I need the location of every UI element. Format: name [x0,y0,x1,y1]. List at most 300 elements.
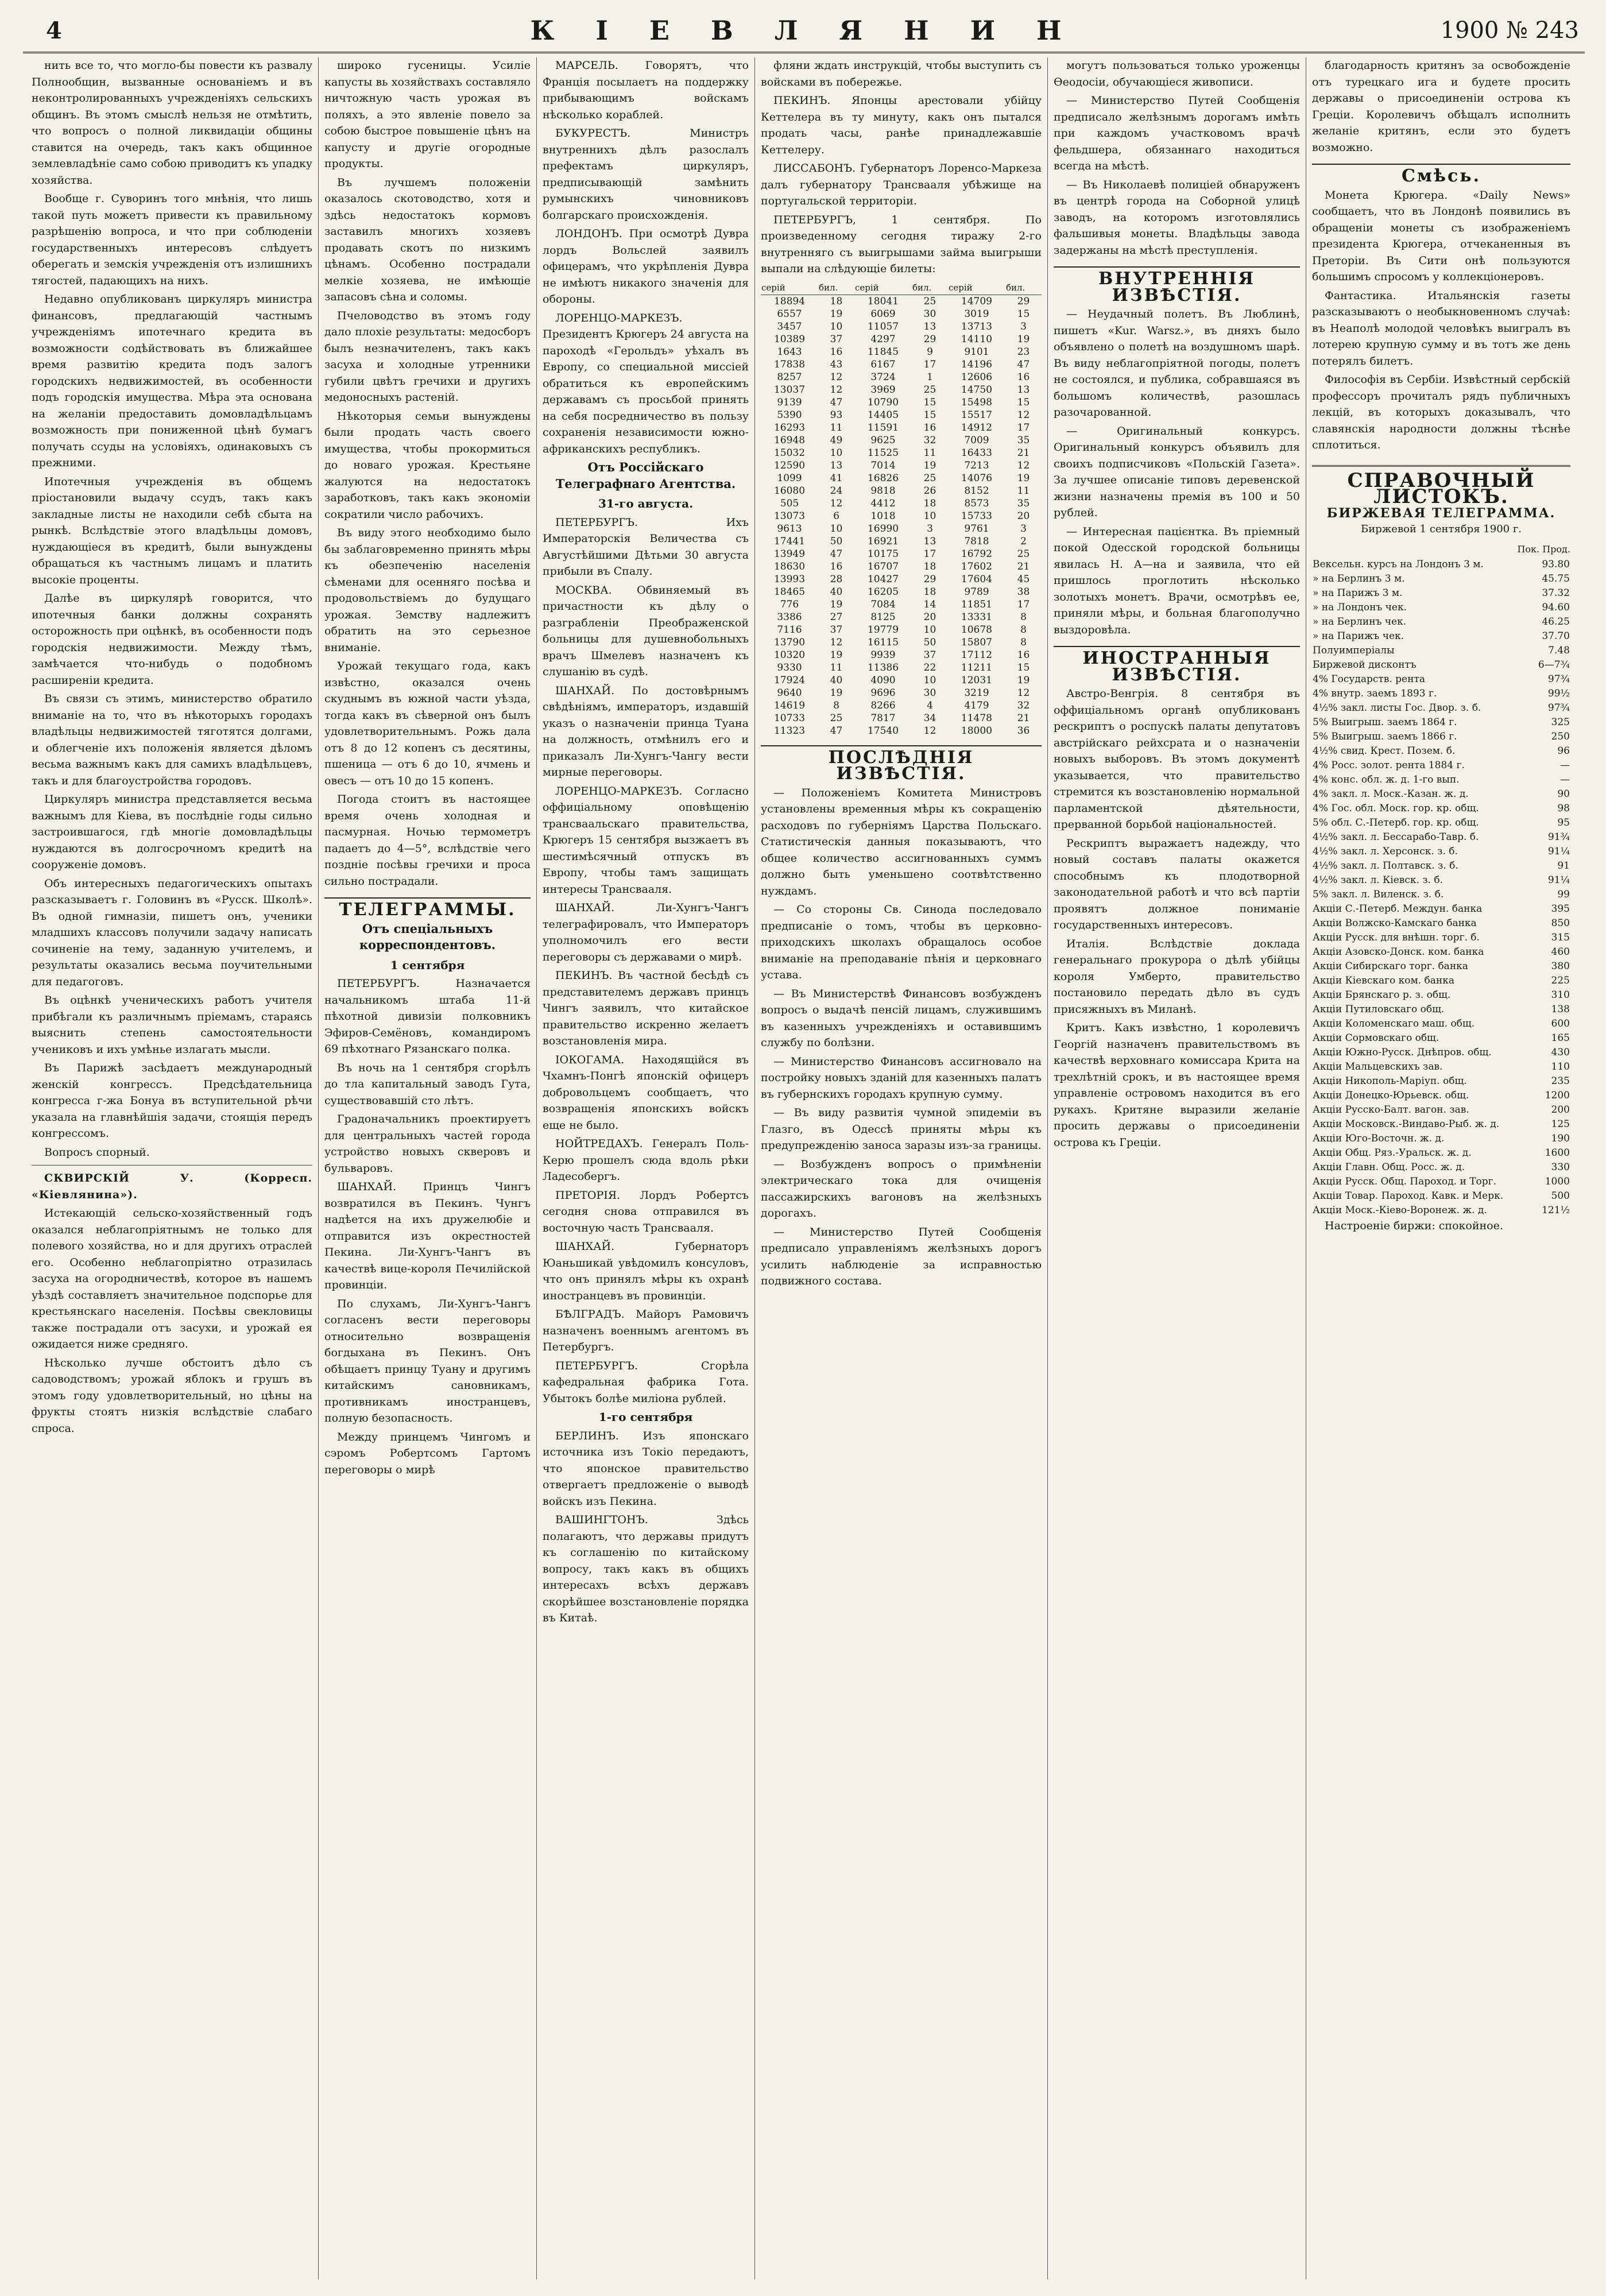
table-row [1312,931,1570,945]
lottery-cell: 3 [927,522,933,535]
lottery-cell: 29 [923,333,936,345]
lottery-cell: 18465 [773,586,806,598]
lottery-cell: 11 [830,661,843,673]
table-row [1312,1060,1570,1074]
rate-name: Акціи Моск.-Кіево-Воронеж. ж. д. [1313,1205,1487,1216]
table-row [761,472,1042,485]
rate-value: 95 [1557,817,1570,828]
table-row [761,687,1042,699]
rate-value: 315 [1551,932,1570,943]
table-row [1312,687,1570,701]
rate-name: 4% внутр. заемъ 1893 г. [1313,688,1437,699]
table-row [1312,1160,1570,1175]
lottery-cell: 17112 [961,649,993,661]
lottery-cell: 13037 [773,384,806,396]
lottery-header-cell: бил. [912,281,948,295]
table-row [1312,888,1570,902]
rate-name: 4½% закл. л. Кіевск. з. б. [1313,874,1443,886]
lottery-cell: 40 [830,586,843,598]
rate-name: Акціи Общ. Ряз.-Уральск. ж. д. [1313,1147,1472,1159]
table-row [761,434,1042,447]
telegram: ІОКОГАМА. Находящійся въ Чхамнъ-Понгѣ японскій офицеръ добровольцемъ сообщаетъ, что возвращенія японскихъ войскъ еще не было. [543,1053,749,1132]
table-row [761,333,1042,346]
lottery-cell: 3 [1020,320,1027,332]
article-paragraph: Въ связи съ этимъ, министерство обратило вниманіе на то, что въ нѣкоторыхъ городахъ владѣльцы недвижимостей тяготятся долгами, и облегченіе ихъ положенія является дѣломъ весьма важнымъ какъ для самихъ владѣльцевъ, такъ и для благоустройства городовъ. [32,692,312,787]
reference-sheet-heading: СПРАВОЧНЫЙ ЛИСТОКЪ. [1312,465,1570,505]
rate-name: 4% Росс. золот. рента 1884 г. [1313,760,1465,771]
lottery-cell: 4 [927,699,933,711]
lottery-cell: 47 [1017,358,1030,370]
table-row [761,548,1042,560]
rate-name: Акціи Сибирскаго торг. банка [1313,961,1468,972]
rate-name: 4½% свид. Крест. Позем. б. [1313,745,1456,757]
lottery-cell: 15517 [961,409,993,421]
rate-value: 395 [1551,903,1570,915]
rate-value: 98 [1557,803,1570,814]
telegram: Градоначальникъ проектируетъ для центральныхъ частей города устройство новыхъ скверовъ и бульваровъ. [324,1113,531,1175]
table-row [761,409,1042,421]
table-row [1312,773,1570,787]
lottery-cell: 47 [830,396,843,408]
lottery-cell: 17540 [867,725,899,737]
article-paragraph: Урожай текущаго года, какъ извѣстно, оказался очень скуднымъ въ южной части уѣзда, тогда какъ въ сѣверной онъ былъ удовлетворительнымъ. Рожь дала отъ 8 до 12 копенъ съ десятины, пшеница — отъ 6 до 10, ячмень и овесъ — отъ 10 до 15 копенъ. [324,660,531,787]
table-row [761,320,1042,333]
lottery-header-cell: бил. [1005,281,1042,295]
column-5 [1054,57,1306,2279]
rate-value: 138 [1551,1004,1570,1015]
lottery-cell: 19 [830,687,843,699]
lottery-cell: 6 [833,510,839,522]
lottery-cell: 47 [830,725,843,737]
rate-name: Акціи Московск.-Виндаво-Рыб. ж. д. [1313,1118,1500,1130]
lottery-cell: 776 [780,598,799,610]
lottery-cell: 12 [830,497,843,509]
table-row [1312,730,1570,744]
telegram: фляни ждать инструкцій, чтобы выступить съ войсками въ побережье. [761,59,1042,88]
lottery-cell: 16 [1017,649,1030,661]
lottery-cell: 35 [1017,497,1030,509]
lottery-cell: 8 [833,699,839,711]
rate-name: 5% Выигрыш. заемъ 1864 г. [1313,717,1457,728]
lottery-cell: 12 [1017,687,1030,699]
news-item: — Министерство Финансовъ ассигновало на постройку новыхъ зданій для казенныхъ палатъ въ губернскихъ городахъ крупную сумму. [761,1055,1042,1101]
rate-value: 165 [1551,1032,1570,1044]
lottery-cell: 25 [923,384,936,396]
lottery-cell: 7818 [964,535,989,547]
column-3 [543,57,755,2279]
rate-value: 90 [1557,788,1570,800]
lottery-cell: 12 [1017,459,1030,471]
lottery-cell: 27 [830,611,843,623]
lottery-cell: 8573 [964,497,989,509]
lottery-cell: 3969 [870,384,896,396]
rate-name: Акціи Азовско-Донск. ком. банка [1313,946,1484,958]
rate-name: 4½% закл. листы Гос. Двор. з. б. [1313,702,1481,714]
telegram: ПЕТЕРБУРГЪ. Сгорѣла кафедральная фабрика Гота. Убытокъ болѣе миліона рублей. [543,1359,749,1405]
column-1 [32,57,319,2279]
lottery-cell: 4412 [870,497,896,509]
article-paragraph: Въ лучшемъ положеніи оказалось скотоводство, хотя и здѣсь недостатокъ кормовъ заставилъ многихъ хозяевъ продавать скотъ по низкимъ цѣнамъ. Особенно пострадали мелкіе хозяева, не имѣющіе запасовъ сѣна и соломы. [324,176,531,303]
rate-name: » на Берлинъ 3 м. [1313,573,1405,584]
telegram: ПЕТЕРБУРГЪ. Назначается начальникомъ штаба 11-й пѣхотной дивизіи полковникъ Эфиров-Семёновъ, командиромъ 69 пѣхотнаго Рязанскаго полка. [324,977,531,1055]
rate-value: 6—7¾ [1538,659,1570,671]
rate-value: 91¼ [1547,874,1570,886]
telegram: По слухамъ, Ли-Хунгъ-Чангъ согласенъ вести переговоры относительно возвращенія богдыхана въ Пекинъ. Онъ обѣщаетъ принцу Туану и другимъ китайскимъ сановникамъ, противникамъ иностранцевъ, полную безопасность. [324,1297,531,1424]
lottery-cell: 14912 [961,421,993,433]
lottery-cell: 16990 [867,522,899,535]
lottery-cell: 12031 [961,674,993,686]
rate-name: Акціи Русско-Балт. вагон. зав. [1313,1104,1469,1116]
table-row [761,586,1042,598]
lottery-cell: 12 [923,725,936,737]
lottery-cell: 43 [830,358,843,370]
exchange-footer: Настроеніе биржи: спокойное. [1325,1219,1503,1232]
lottery-cell: 10 [923,674,936,686]
table-row [761,346,1042,358]
lottery-cell: 37 [830,333,843,345]
agency-heading: Отъ Россійскаго Телеграфнаго Агентства. [555,460,736,491]
rate-name: 4% Гос. обл. Моск. гор. кр. общ. [1313,803,1479,814]
issue-number: 1900 № 243 [1440,17,1579,44]
table-row [761,485,1042,497]
article-paragraph: Нѣсколько лучше обстоитъ дѣло съ садоводствомъ; урожай яблокъ и грушъ въ этомъ году удовлетворительный, но цѣны на фрукты стоятъ низкія вслѣдствіе слабаго спроса. [32,1356,312,1435]
lottery-cell: 11323 [773,725,806,737]
rates-column-label: Пок. Прод. [1517,543,1570,555]
rate-value: 430 [1551,1047,1570,1058]
newspaper-title: К І Е В Л Я Н И Н [530,15,1078,46]
rate-value: 96 [1557,745,1570,757]
table-row [1312,945,1570,959]
table-row [761,447,1042,459]
lottery-cell: 11 [923,447,936,459]
telegram: ЛОНДОНЪ. При осмотрѣ Дувра лордъ Вольслей заявилъ офицерамъ, что укрѣпленія Дувра не имѣютъ никакого значенія для обороны. [543,227,749,305]
rate-name: » на Лондонъ чек. [1313,602,1407,613]
lottery-cell: 15 [923,396,936,408]
rate-value: 125 [1551,1118,1570,1130]
lottery-cell: 13790 [773,636,806,648]
rate-name: 4% конс. обл. ж. д. 1-го вып. [1313,774,1460,785]
news-item: Рескриптъ выражаетъ надежду, что новый составъ палаты окажется способнымъ къ плодотворной законодательной работѣ и что всѣ партіи проявятъ должное пониманіе государственныхъ интересовъ. [1054,837,1300,931]
table-row [1312,988,1570,1002]
lottery-cell: 9761 [964,522,989,535]
table-row [1312,557,1570,572]
rate-value: 37.32 [1542,587,1570,599]
divider [32,1165,312,1166]
news-item: Философія въ Сербіи. Извѣстный сербскій профессоръ прочиталъ рядъ публичныхъ лекцій, въ которыхъ доказывалъ, что славянскія народности должны тѣснѣе сплотиться. [1312,373,1570,451]
telegram: ЛИССАБОНЪ. Губернаторъ Лоренсо-Маркеза далъ губернатору Трансвааля убѣжище на португальской территоріи. [761,162,1042,207]
news-item: — Неудачный полетъ. Въ Люблинѣ, пишетъ «Kur. Warsz.», въ дняхъ было объявлено о полетѣ на воздушномъ шарѣ. Въ виду неблагопріятной погоды, полетъ не состоялся, и публика, собравшаяся въ большомъ количествѣ, разошлась разочарованной. [1054,308,1300,419]
rate-name: Акціи Мальцевскихъ зав. [1313,1061,1443,1073]
table-row [1312,1117,1570,1132]
lottery-cell: 9625 [870,434,896,446]
telegram: ШАНХАЙ. Ли-Хунгъ-Чангъ телеграфировалъ, что Императоръ уполномочилъ его вести переговоры съ державами о мирѣ. [543,901,749,963]
telegram: ПЕКИНЪ. Въ частной бесѣдѣ съ представителемъ державъ принцъ Чингъ заявилъ, что китайское правительство искренно желаетъ возстановленія мира. [543,969,749,1047]
lottery-cell: 35 [1017,434,1030,446]
news-item: Монета Крюгера. «Daily News» сообщаетъ, что въ Лондонѣ появились въ обращеніи монеты съ изображеніемъ президента Крюгера, отчеканенныя въ Преторіи. Въ Сити онѣ пользуются большимъ спросомъ у коллекціонеровъ. [1312,188,1570,283]
article-paragraph: Вообще г. Суворинъ того мнѣнія, что лишь такой путь можетъ привести къ правильному разрѣшенію вопроса, и что при соблюденіи государственныхъ интересовъ слѣдуетъ оберегать и земскія учрежденія отъ излишнихъ тягостей, падающихъ на нихъ. [32,192,312,287]
telegram: ЛОРЕНЦО-МАРКЕЗЪ. Согласно оффиціальному оповѣщенію трансваальскаго правительства, Крюгеръ 15 сентября вызжаетъ въ шестимѣсячный отпускъ въ Европу, чтобы тамъ защищать интересы Трансвааля. [543,784,749,896]
news-item: — Оригинальный конкурсъ. Оригинальный конкурсъ объявилъ для своихъ подписчиковъ «Польскій Газета». За лучшее описаніе типовъ деревенской жизни назначены премія въ 100 и 50 рублей. [1054,424,1300,519]
lottery-cell: 30 [923,687,936,699]
lottery-cell: 19 [830,308,843,320]
lottery-cell: 21 [1017,712,1030,724]
table-row [1312,1103,1570,1117]
table-row [1312,572,1570,586]
table-row [1312,586,1570,601]
table-row [1312,902,1570,916]
news-item: — Въ Николаевѣ полиціей обнаруженъ въ центрѣ города на Соборной улицѣ заводъ, на которомъ изготовлялись фальшивыя монеты. Владѣльцы завода задержаны на мѣстѣ преступленія. [1054,178,1300,257]
rate-value: 37.70 [1542,630,1570,642]
lottery-cell: 13 [923,535,936,547]
lottery-cell: 8266 [870,699,896,711]
table-row [1312,802,1570,816]
rate-name: Акціи Путиловскаго общ. [1313,1004,1445,1015]
lottery-cell: 15733 [961,510,993,522]
table-row [761,459,1042,472]
lottery-cell: 19 [830,649,843,661]
table-row [1312,873,1570,888]
lottery-cell: 26 [923,485,936,497]
lottery-cell: 40 [830,674,843,686]
lottery-cell: 9696 [870,687,896,699]
lottery-cell: 7084 [870,598,896,610]
rate-value: 94.60 [1542,602,1570,613]
telegrams-subheading: Отъ спеціальныхъ корреспондентовъ. [359,921,496,952]
lottery-cell: 13 [1017,384,1030,396]
lottery-cell: 16293 [773,421,806,433]
table-row [1312,830,1570,845]
lottery-cell: 505 [780,497,799,509]
lottery-cell: 18 [923,586,936,598]
lottery-cell: 13331 [961,611,993,623]
rate-value: 91¼ [1547,846,1570,857]
rate-name: Акціи Товар. Пароход. Кавк. и Мерк. [1313,1190,1504,1202]
lottery-cell: 14619 [773,699,806,711]
lottery-cell: 10389 [773,333,806,345]
rate-value: 325 [1551,717,1570,728]
lottery-cell: 12 [830,636,843,648]
rate-name: Акціи Юго-Восточн. ж. д. [1313,1133,1445,1144]
lottery-cell: 15 [923,409,936,421]
rate-name: 4% закл. л. Моск.-Казан. ж. д. [1313,788,1469,800]
table-row [761,661,1042,674]
table-row [761,674,1042,687]
telegram: ПЕТЕРБУРГЪ. Ихъ Императорскія Величества съ Августѣйшими Дѣтьми 30 августа прибыли въ Спалу. [543,516,749,578]
lottery-cell: 9789 [964,586,989,598]
lottery-cell: 9640 [777,687,802,699]
lottery-cell: 17441 [773,535,806,547]
lottery-cell: 7009 [964,434,989,446]
rate-value: 110 [1551,1061,1570,1073]
lottery-cell: 25 [923,472,936,484]
telegram: ЛОРЕНЦО-МАРКЕЗЪ. Президентъ Крюгеръ 24 августа на пароходѣ «Герольдъ» уѣхалъ въ Европу, со специальной миссіей обратиться къ европейскимъ державамъ съ просьбой принять на себя посредничество въ пользу сохраненія независимости южно-африканскихъ республикъ. [543,311,749,455]
article-paragraph: Въ виду этого необходимо было бы заблаговременно принять мѣры къ обезпеченію населенія сѣменами для осенняго посѣва и продовольствіемъ до будущаго урожая. Земству надлежитъ обратить на это серьезное вниманіе. [324,526,531,654]
article-paragraph: Недавно опубликованъ циркуляръ министра финансовъ, предлагающій частнымъ учрежденіямъ ипотечнаго кредита въ возможности содѣйствовать въ ближайшее время развитію кредита подъ залогъ городскихъ недвижимостей, въ особенности подъ городскія имущества. Мѣра эта основана на желаніи предоставить домовладѣльцамъ возможность при пониженной цѣнѣ бумагъ получать ссуды на условіяхъ, одинаковыхъ съ прежними. [32,293,312,469]
news-item: — Со стороны Св. Синода последовало предписаніе о томъ, чтобы въ церковно-приходскихъ школахъ обращалось особое вниманіе на преподаваніе пѣнія и церковнаго устава. [761,903,1042,981]
domestic-news-heading: ВНУТРЕННІЯ ИЗВѢСТІЯ. [1054,266,1300,304]
table-row [1312,845,1570,859]
lottery-cell: 17 [1017,598,1030,610]
lottery-cell: 16205 [867,586,899,598]
table-row [761,358,1042,371]
rate-value: 45.75 [1542,573,1570,584]
lottery-cell: 8257 [777,371,802,383]
article-paragraph: Въ оцѣнкѣ ученическихъ работъ учителя прибѣгали къ различнымъ пріемамъ, стараясь выяснить степень самостоятельности учениковъ и ихъ умѣнье излагать мысли. [32,994,312,1056]
lottery-cell: 9330 [777,661,802,673]
table-row [761,497,1042,510]
article-paragraph: широко гусеницы. Усиліе капусты вь хозяйствахъ составляло ничтожную часть урожая въ поляхъ, а это явленіе повело за собою быстрое повышеніе цѣнъ на капусту и другіе огородные продукты. [324,59,531,170]
table-row [1312,1002,1570,1017]
lottery-cell: 8 [1020,624,1027,636]
lottery-cell: 13 [923,320,936,332]
lottery-cell: 19 [1017,333,1030,345]
lottery-cell: 3 [1020,522,1027,535]
lottery-cell: 16433 [961,447,993,459]
lottery-cell: 15498 [961,396,993,408]
news-item: — Положеніемъ Комитета Министровъ установлены временныя мѣры къ сокращенію расходовъ по губерніямъ Царства Польскаго. Статистическія данныя показываютъ, что общее количество ассигнованныхъ суммъ должно быть уменьшено соотвѣтственно нуждамъ. [761,786,1042,897]
telegram: ПРЕТОРІЯ. Лордъ Робертсъ сегодня снова отправился въ восточную часть Трансвааля. [543,1188,749,1234]
lottery-cell: 3019 [964,308,989,320]
lottery-cell: 16115 [867,636,899,648]
telegram: ВАШИНГТОНЪ. Здѣсь полагаютъ, что державы придутъ къ соглашенію по китайскому вопросу, такъ какъ въ общихъ интересахъ всѣхъ державъ скорѣйшее возстановленіе порядка въ Китаѣ. [543,1513,749,1624]
page-number: 4 [46,17,62,44]
lottery-cell: 11211 [961,661,993,673]
rate-value: 600 [1551,1018,1570,1029]
rate-value: 330 [1551,1161,1570,1173]
table-row [1312,916,1570,931]
article-paragraph: Объ интересныхъ педагогическихъ опытахъ разсказываетъ г. Головинъ въ «Русск. Школѣ». Въ одной гимназіи, пишетъ онъ, ученики младшихъ классовъ получили задачу написать сочиненіе на тему, заданную учителемъ, и результаты оказались весьма поучительными для педагоговъ. [32,877,312,988]
lottery-cell: 19 [1017,674,1030,686]
article-paragraph: Циркуляръ министра представляется весьма важнымъ для Кіева, въ послѣдніе годы сильно застроившагося, гдѣ многіе домовладѣльцы нуждаются въ долгосрочномъ кредитѣ на сооруженіе домовъ. [32,793,312,871]
lottery-cell: 37 [923,649,936,661]
table-row [761,560,1042,573]
table-row [1312,672,1570,687]
news-item: — Возбужденъ вопросъ о примѣненіи электрическаго тока для очищенія пассажирскихъ вагоновъ на желѣзныхъ дорогахъ. [761,1157,1042,1219]
table-row [1312,1017,1570,1031]
lottery-header-cell: бил. [818,281,854,295]
lottery-cell: 11386 [867,661,899,673]
exchange-date: Биржевой 1 сентября 1900 г. [1361,523,1522,535]
rate-name: 4½% закл. л. Бессарабо-Тавр. б. [1313,831,1479,843]
lottery-cell: 18 [923,497,936,509]
lottery-cell: 17 [1017,421,1030,433]
news-item: — Министерство Путей Сообщенія предписало управленіямъ желѣзныхъ дорогъ усилить наблюденіе за исправностью подвижного состава. [761,1225,1042,1287]
lottery-cell: 9 [927,346,933,358]
table-row [1312,816,1570,830]
article-paragraph: Въ Парижѣ засѣдаетъ международный женскій конгрессъ. Предсѣдательница конгресса г-жа Бонуа въ вступительной рѣчи указала на главнѣйшія задачи, стоящія передъ конгрессомъ. [32,1062,312,1140]
lottery-cell: 19 [1017,472,1030,484]
article-paragraph: Вопросъ спорный. [44,1145,150,1159]
news-item: — Въ Министерствѣ Финансовъ возбужденъ вопросъ о выдачѣ пенсій лицамъ, служившимъ въ казенныхъ учрежденіяхъ и оставившимъ службу по болѣзни. [761,987,1042,1049]
table-row [761,295,1042,308]
table-row [761,598,1042,611]
lottery-cell: 11478 [961,712,993,724]
lottery-cell: 15 [1017,308,1030,320]
lottery-cell: 34 [923,712,936,724]
miscellany-heading: Смѣсь. [1312,164,1570,185]
lottery-cell: 10 [830,522,843,535]
table-row [1312,1175,1570,1189]
lottery-cell: 28 [830,573,843,585]
lottery-cell: 10678 [961,624,993,636]
lottery-cell: 36 [1017,725,1030,737]
rate-value: 380 [1551,961,1570,972]
lottery-cell: 12606 [961,371,993,383]
lottery-cell: 8 [1020,636,1027,648]
lottery-header-cell: серій [854,281,912,295]
lottery-cell: 37 [830,624,843,636]
rate-value: 99 [1557,889,1570,900]
lottery-cell: 10733 [773,712,806,724]
table-row [1312,601,1570,615]
lottery-cell: 3457 [777,320,802,332]
rate-name: 4% Государств. рента [1313,673,1425,685]
rate-name: Биржевой дисконтъ [1313,659,1417,671]
table-row [761,636,1042,649]
lottery-cell: 21 [1017,560,1030,572]
lottery-cell: 15807 [961,636,993,648]
article-paragraph: нить все то, что могло-бы повести къ развалу Полнообщин, вызванные основаніемъ и въ неконтролированныхъ учрежденіяхъ сельскихъ общинъ. Въ этомъ смыслѣ нельзя не отмѣтить, что вопросъ о полной ликвидаціи общины ставится на очередь, такъ какъ общинное землевладѣніе само собою приводитъ къ упадку хозяйства. [32,59,312,187]
lottery-table-header [761,281,1042,295]
rate-name: 5% закл. л. Виленск. з. б. [1313,889,1444,900]
lottery-cell: 3219 [964,687,989,699]
telegrams-date-2: 1-го сентября [598,1410,693,1424]
lottery-cell: 29 [1017,295,1030,307]
lottery-cell: 17 [923,358,936,370]
news-item: — Интересная пацієнтка. Въ пріемный покой Одесской городской больницы явилась Н. А—на и заявила, что ей пришлось проглотить нѣсколько золотыхъ монетъ. Врачи, осмотрѣвъ ее, приняли мѣры, и больная благополучно выздоровѣла. [1054,525,1300,636]
lottery-cell: 8 [1020,611,1027,623]
rate-name: Вексельн. курсъ на Лондонъ 3 м. [1313,559,1484,570]
lottery-cell: 10 [923,510,936,522]
lottery-cell: 10790 [867,396,899,408]
lottery-cell: 32 [1017,699,1030,711]
article-paragraph: Далѣе въ циркулярѣ говорится, что ипотечныя банки должны сохранять осторожность при оцѣнкѣ, въ особенности подъ городскія недвижимости. Между тѣмъ, замѣчается что-нибудь о подобномъ расширеніи кредита. [32,592,312,687]
rate-name: Полуимперіалы [1313,645,1395,656]
lottery-cell: 10 [923,624,936,636]
table-row [761,624,1042,636]
telegram: Въ ночь на 1 сентября сгорѣлъ до тла капитальный заводъ Гута, существовавшій сто лѣтъ. [324,1061,531,1107]
rate-name: Акціи Русск. Общ. Пароход. и Торг. [1313,1176,1496,1187]
rate-name: » на Парижъ 3 м. [1313,587,1403,599]
lottery-cell: 17838 [773,358,806,370]
table-row [1312,715,1570,730]
lottery-cell: 8152 [964,485,989,497]
rate-value: 7.48 [1548,645,1570,656]
lottery-cell: 10175 [867,548,899,560]
lottery-cell: 6167 [870,358,896,370]
telegram: МАРСЕЛЬ. Говорятъ, что Франція посылаетъ на поддержку прибывающимъ войскамъ нѣсколько кораблей. [543,59,749,121]
rate-value: 99½ [1547,688,1570,699]
rate-name: Акціи Главн. Общ. Росс. ж. д. [1313,1161,1465,1173]
lottery-cell: 6557 [777,308,802,320]
lottery-cell: 93 [830,409,843,421]
lottery-cell: 16792 [961,548,993,560]
exchange-rates-table [1312,557,1570,1218]
lottery-cell: 50 [830,535,843,547]
lottery-cell: 11057 [867,320,899,332]
table-row [761,712,1042,725]
table-row [1312,1146,1570,1160]
news-item: Италія. Вслѣдствіе доклада генеральнаго прокурора о дѣлѣ убійцы короля Умберто, правительство постановило передать дѣло въ судъ присяжныхъ въ Миланѣ. [1054,937,1300,1016]
agency-date: 31-го августа. [598,497,694,510]
lottery-cell: 49 [830,434,843,446]
lottery-cell: 10 [830,320,843,332]
table-row [1312,1189,1570,1203]
news-item: Фантастика. Итальянскія газеты разсказываютъ о необыкновенномъ случаѣ: въ Неаполѣ молодой человѣкъ выигралъ въ лотерею крупную сумму и въ тотъ же день потерялъ билетъ. [1312,289,1570,367]
lottery-cell: 7116 [777,624,802,636]
lottery-cell: 23 [1017,346,1030,358]
table-row [1312,629,1570,644]
